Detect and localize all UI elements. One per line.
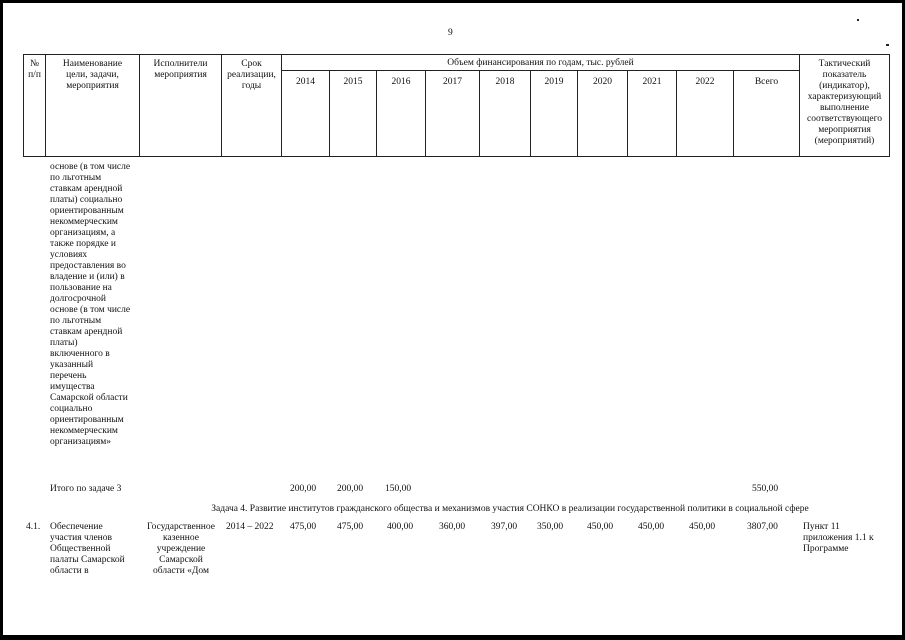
continued-measure-text: основе (в том числе по льготным ставкам арендной платы) социально ориентированным некоммерческим организациям, а также порядке и условиях предоставления во владение и (или) в пользование на долгосрочной основе (в том числе по льготным ставкам арендной платы) включенного в указанный перечень имущества Самарской области социально ориентированным некоммерческим организациям» — [50, 162, 131, 447]
header-year: 2016 — [391, 77, 411, 87]
total-2014: 200,00 — [290, 484, 317, 494]
row-indicator: Пункт 11 приложения 1.1 к Программе — [803, 522, 874, 554]
row-value-total: 3807,00 — [747, 522, 778, 532]
header-year: 2022 — [695, 77, 715, 87]
row-executor: Государственное казенное учреждение Самарской области «Дом — [147, 522, 215, 576]
total-sum: 550,00 — [752, 484, 779, 494]
header-year: 2017 — [443, 77, 462, 87]
task-4-title: Задача 4. Развитие институтов гражданского общества и механизмов участия СОНКО в реализации государственной политики в социальной сфере — [211, 504, 809, 514]
scan-speck — [857, 19, 859, 21]
total-2016: 150,00 — [385, 484, 412, 494]
header-year: 2020 — [593, 77, 612, 87]
header-term: Срок реализации, годы — [227, 59, 276, 91]
row-value-2018: 397,00 — [491, 522, 518, 532]
row-name: Обеспечение участия членов Общественной палаты Самарской области в — [50, 522, 125, 576]
total-row-label: Итого по задаче 3 — [50, 484, 122, 494]
frame-top-border — [0, 0, 905, 3]
header-year: 2021 — [642, 77, 662, 87]
header-total: Всего — [754, 77, 779, 87]
row-value-2017: 360,00 — [439, 522, 466, 532]
row-value-2016: 400,00 — [387, 522, 414, 532]
row-value-2019: 350,00 — [537, 522, 564, 532]
header-year: 2015 — [343, 77, 363, 87]
header-num: № п/п — [28, 59, 41, 80]
header-year: 2018 — [495, 77, 515, 87]
header-name: Наименование цели, задачи, мероприятия — [62, 59, 123, 91]
frame-bottom-border — [0, 635, 905, 640]
row-term: 2014 – 2022 — [226, 522, 274, 532]
row-value-2020: 450,00 — [587, 522, 614, 532]
scan-speck — [886, 44, 889, 46]
row-value-2022: 450,00 — [689, 522, 716, 532]
frame-left-border — [0, 0, 3, 640]
header-funding-title: Объем финансирования по годам, тыс. рублей — [447, 58, 634, 68]
row-value-2015: 475,00 — [337, 522, 364, 532]
total-2015: 200,00 — [337, 484, 364, 494]
row-number: 4.1. — [26, 522, 41, 532]
header-year: 2019 — [544, 77, 564, 87]
row-value-2014: 475,00 — [290, 522, 317, 532]
page-number: 9 — [448, 28, 453, 38]
header-indicator: Тактический показатель (индикатор), характеризующий выполнение соответствующего мероприятия (мероприятий) — [807, 59, 882, 146]
header-year: 2014 — [296, 77, 315, 87]
header-executors: Исполнители мероприятия — [153, 59, 208, 80]
row-value-2021: 450,00 — [638, 522, 665, 532]
